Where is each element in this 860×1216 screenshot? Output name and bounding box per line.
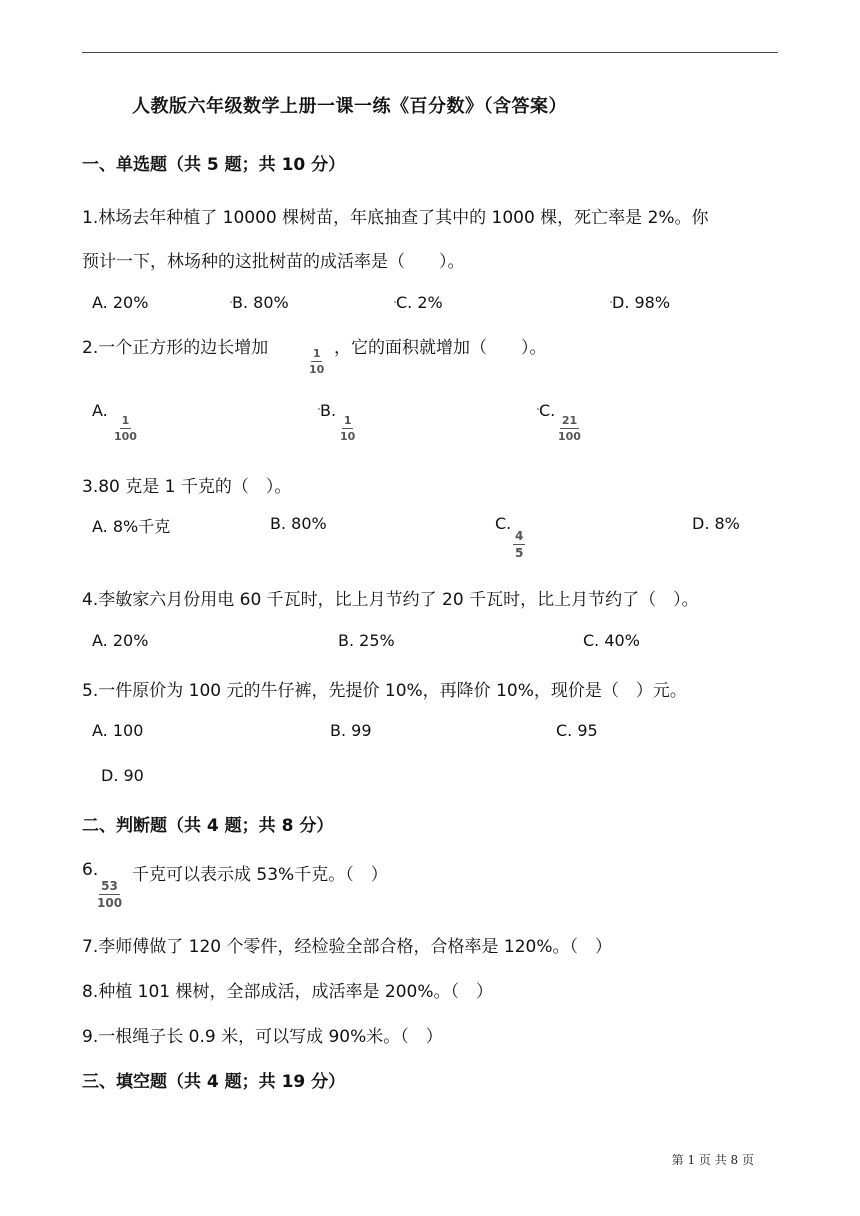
header-rule: [82, 52, 778, 53]
question-8-text: 8.种植 101 棵树，全部成活，成活率是 200%。（ ）: [82, 982, 493, 1002]
question-5-option-a: A. 100: [92, 721, 144, 740]
question-4-text: 4.李敏家六月份用电 60 千瓦时，比上月节约了 20 千瓦时，比上月节约了（ ）。: [82, 590, 699, 610]
fraction-denominator: 100: [97, 896, 123, 910]
question-2-option-b-label: B.: [320, 401, 337, 420]
fraction-numerator: 53: [101, 879, 118, 893]
fraction-denominator: 100: [114, 430, 137, 443]
question-3-option-d: D. 8%: [692, 514, 740, 533]
question-1-line-2: 预计一下，林场种的这批树苗的成活率是（ ）。: [82, 252, 465, 272]
page-title: 人教版六年级数学上册一课一练《百分数》（含答案）: [132, 96, 567, 117]
question-6-prefix: 6.: [82, 860, 99, 880]
fraction-numerator: 4: [515, 529, 524, 543]
fraction-denominator: 5: [515, 546, 524, 560]
fraction-numerator: 1: [312, 347, 321, 360]
question-6-text: 千克可以表示成 53%千克。（ ）: [132, 865, 388, 885]
question-1-option-a: A. 20%: [92, 293, 149, 312]
question-2-fraction: [309, 348, 324, 375]
question-2-option-c-fraction: [558, 415, 581, 442]
fraction-denominator: 10: [309, 363, 325, 376]
question-1-line-1: 1.林场去年种植了 10000 棵树苗，年底抽查了其中的 1000 棵，死亡率是 2%。你: [82, 208, 709, 228]
question-3-option-b: B. 80%: [270, 514, 327, 533]
section-heading-single-choice: 一、单选题（共 5 题；共 10 分）: [82, 155, 346, 175]
question-2-text-b: ，它的面积就增加（ ）。: [334, 338, 547, 358]
fraction-numerator: 1: [343, 414, 352, 427]
question-2-option-a-fraction: [114, 415, 137, 442]
question-1-option-b: B. 80%: [232, 293, 289, 312]
fraction-denominator: 10: [340, 430, 356, 443]
fraction-numerator: 1: [121, 414, 130, 427]
question-2-text-a: 2.一个正方形的边长增加: [82, 338, 269, 358]
section-heading-fill-blank: 三、填空题（共 4 题；共 19 分）: [82, 1072, 346, 1092]
question-5-option-b: B. 99: [330, 721, 372, 740]
question-5-text: 5.一件原价为 100 元的牛仔裤，先提价 10%，再降价 10%，现价是（ ）元。: [82, 681, 687, 701]
question-4-option-b: B. 25%: [338, 631, 395, 650]
question-4-option-c: C. 40%: [583, 631, 640, 650]
question-6-fraction: [97, 880, 122, 909]
question-2-option-a-label: A.: [92, 401, 108, 420]
question-7-text: 7.李师傅做了 120 个零件，经检验全部合格，合格率是 120%。（ ）: [82, 937, 612, 957]
page-number-footer: 第 1 页 共 8 页: [671, 1153, 754, 1167]
question-3-text: 3.80 克是 1 千克的（ ）。: [82, 477, 292, 497]
question-2-option-b-fraction: [340, 415, 355, 442]
question-3-option-a: A. 8%千克: [92, 517, 171, 536]
question-3-option-c-fraction: [513, 530, 525, 559]
section-heading-true-false: 二、判断题（共 4 题；共 8 分）: [82, 816, 334, 836]
question-5-option-d: D. 90: [101, 766, 144, 785]
question-3-option-c-label: C.: [495, 514, 512, 533]
fraction-denominator: 100: [558, 430, 581, 443]
fraction-numerator: 21: [561, 414, 578, 427]
question-9-text: 9.一根绳子长 0.9 米，可以写成 90%米。（ ）: [82, 1027, 443, 1047]
question-1-option-d: D. 98%: [612, 293, 671, 312]
question-1-option-c: C. 2%: [396, 293, 443, 312]
question-4-option-a: A. 20%: [92, 631, 149, 650]
question-5-option-c: C. 95: [556, 721, 598, 740]
question-2-option-c-label: C.: [539, 401, 556, 420]
